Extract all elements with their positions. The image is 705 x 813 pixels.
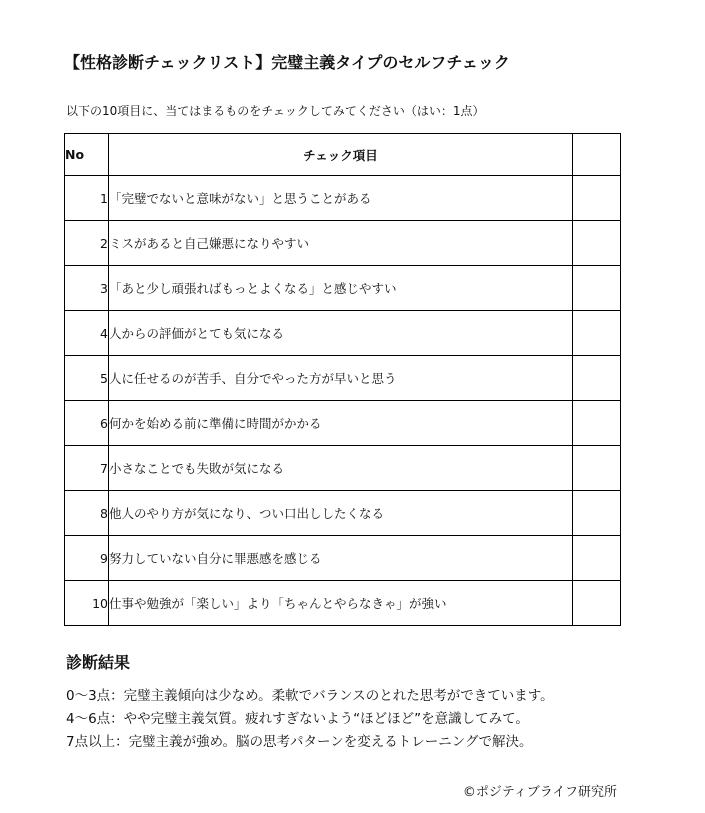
row-number: 4: [65, 311, 109, 356]
instruction-text: 以下の10項目に、当てはまるものをチェックしてみてください（はい：1点）: [66, 104, 485, 118]
page-title: 【性格診断チェックリスト】完璧主義タイプのセルフチェック: [64, 53, 510, 72]
table-row: [65, 311, 621, 356]
checklist-table: [64, 133, 621, 626]
table-row: [65, 221, 621, 266]
row-check-box[interactable]: [573, 221, 621, 266]
row-number: 5: [65, 356, 109, 401]
row-item-text: 何かを始める前に準備に時間がかかる: [109, 401, 573, 446]
row-number: 8: [65, 491, 109, 536]
row-check-box[interactable]: [573, 446, 621, 491]
row-check-box[interactable]: [573, 176, 621, 221]
table-row: [65, 176, 621, 221]
table-row: [65, 401, 621, 446]
row-item-text: 人に任せるのが苦手、自分でやった方が早いと思う: [109, 356, 573, 401]
table-row: [65, 491, 621, 536]
table-header-row: [65, 134, 621, 176]
row-item-text: 小さなことでも失敗が気になる: [109, 446, 573, 491]
table-row: [65, 266, 621, 311]
results-list: [66, 685, 554, 754]
row-item-text: 仕事や勉強が「楽しい」より「ちゃんとやらなきゃ」が強い: [109, 581, 573, 626]
row-check-box[interactable]: [573, 581, 621, 626]
row-check-box[interactable]: [573, 311, 621, 356]
table-row: [65, 446, 621, 491]
row-item-text: 他人のやり方が気になり、つい口出ししたくなる: [109, 491, 573, 536]
row-number: 7: [65, 446, 109, 491]
result-line-mid: 4〜6点：やや完璧主義気質。疲れすぎないよう“ほどほど”を意識してみて。: [66, 711, 529, 727]
row-number: 3: [65, 266, 109, 311]
row-number: 6: [65, 401, 109, 446]
table-row: [65, 356, 621, 401]
row-check-box[interactable]: [573, 536, 621, 581]
results-heading: 診断結果: [66, 653, 131, 672]
row-item-text: 努力していない自分に罪悪感を感じる: [109, 536, 573, 581]
row-number: 9: [65, 536, 109, 581]
result-line-low: 0〜3点：完璧主義傾向は少なめ。柔軟でバランスのとれた思考ができています。: [66, 688, 554, 704]
row-number: 1: [65, 176, 109, 221]
copyright-credit: ©ポジティブライフ研究所: [462, 785, 617, 800]
row-item-text: ミスがあると自己嫌悪になりやすい: [109, 221, 573, 266]
row-check-box[interactable]: [573, 266, 621, 311]
result-line-high: 7点以上：完璧主義が強め。脳の思考パターンを変えるトレーニングで解決。: [66, 734, 533, 750]
row-item-text: 「あと少し頑張ればもっとよくなる」と感じやすい: [109, 266, 573, 311]
row-item-text: 「完璧でないと意味がない」と思うことがある: [109, 176, 573, 221]
row-check-box[interactable]: [573, 401, 621, 446]
row-number: 2: [65, 221, 109, 266]
header-check-item: チェック項目: [109, 134, 573, 176]
row-item-text: 人からの評価がとても気になる: [109, 311, 573, 356]
header-no: No: [65, 134, 109, 176]
table-row: [65, 536, 621, 581]
row-check-box[interactable]: [573, 356, 621, 401]
header-check-column: [573, 134, 621, 176]
table-row: [65, 581, 621, 626]
row-number: 10: [65, 581, 109, 626]
row-check-box[interactable]: [573, 491, 621, 536]
